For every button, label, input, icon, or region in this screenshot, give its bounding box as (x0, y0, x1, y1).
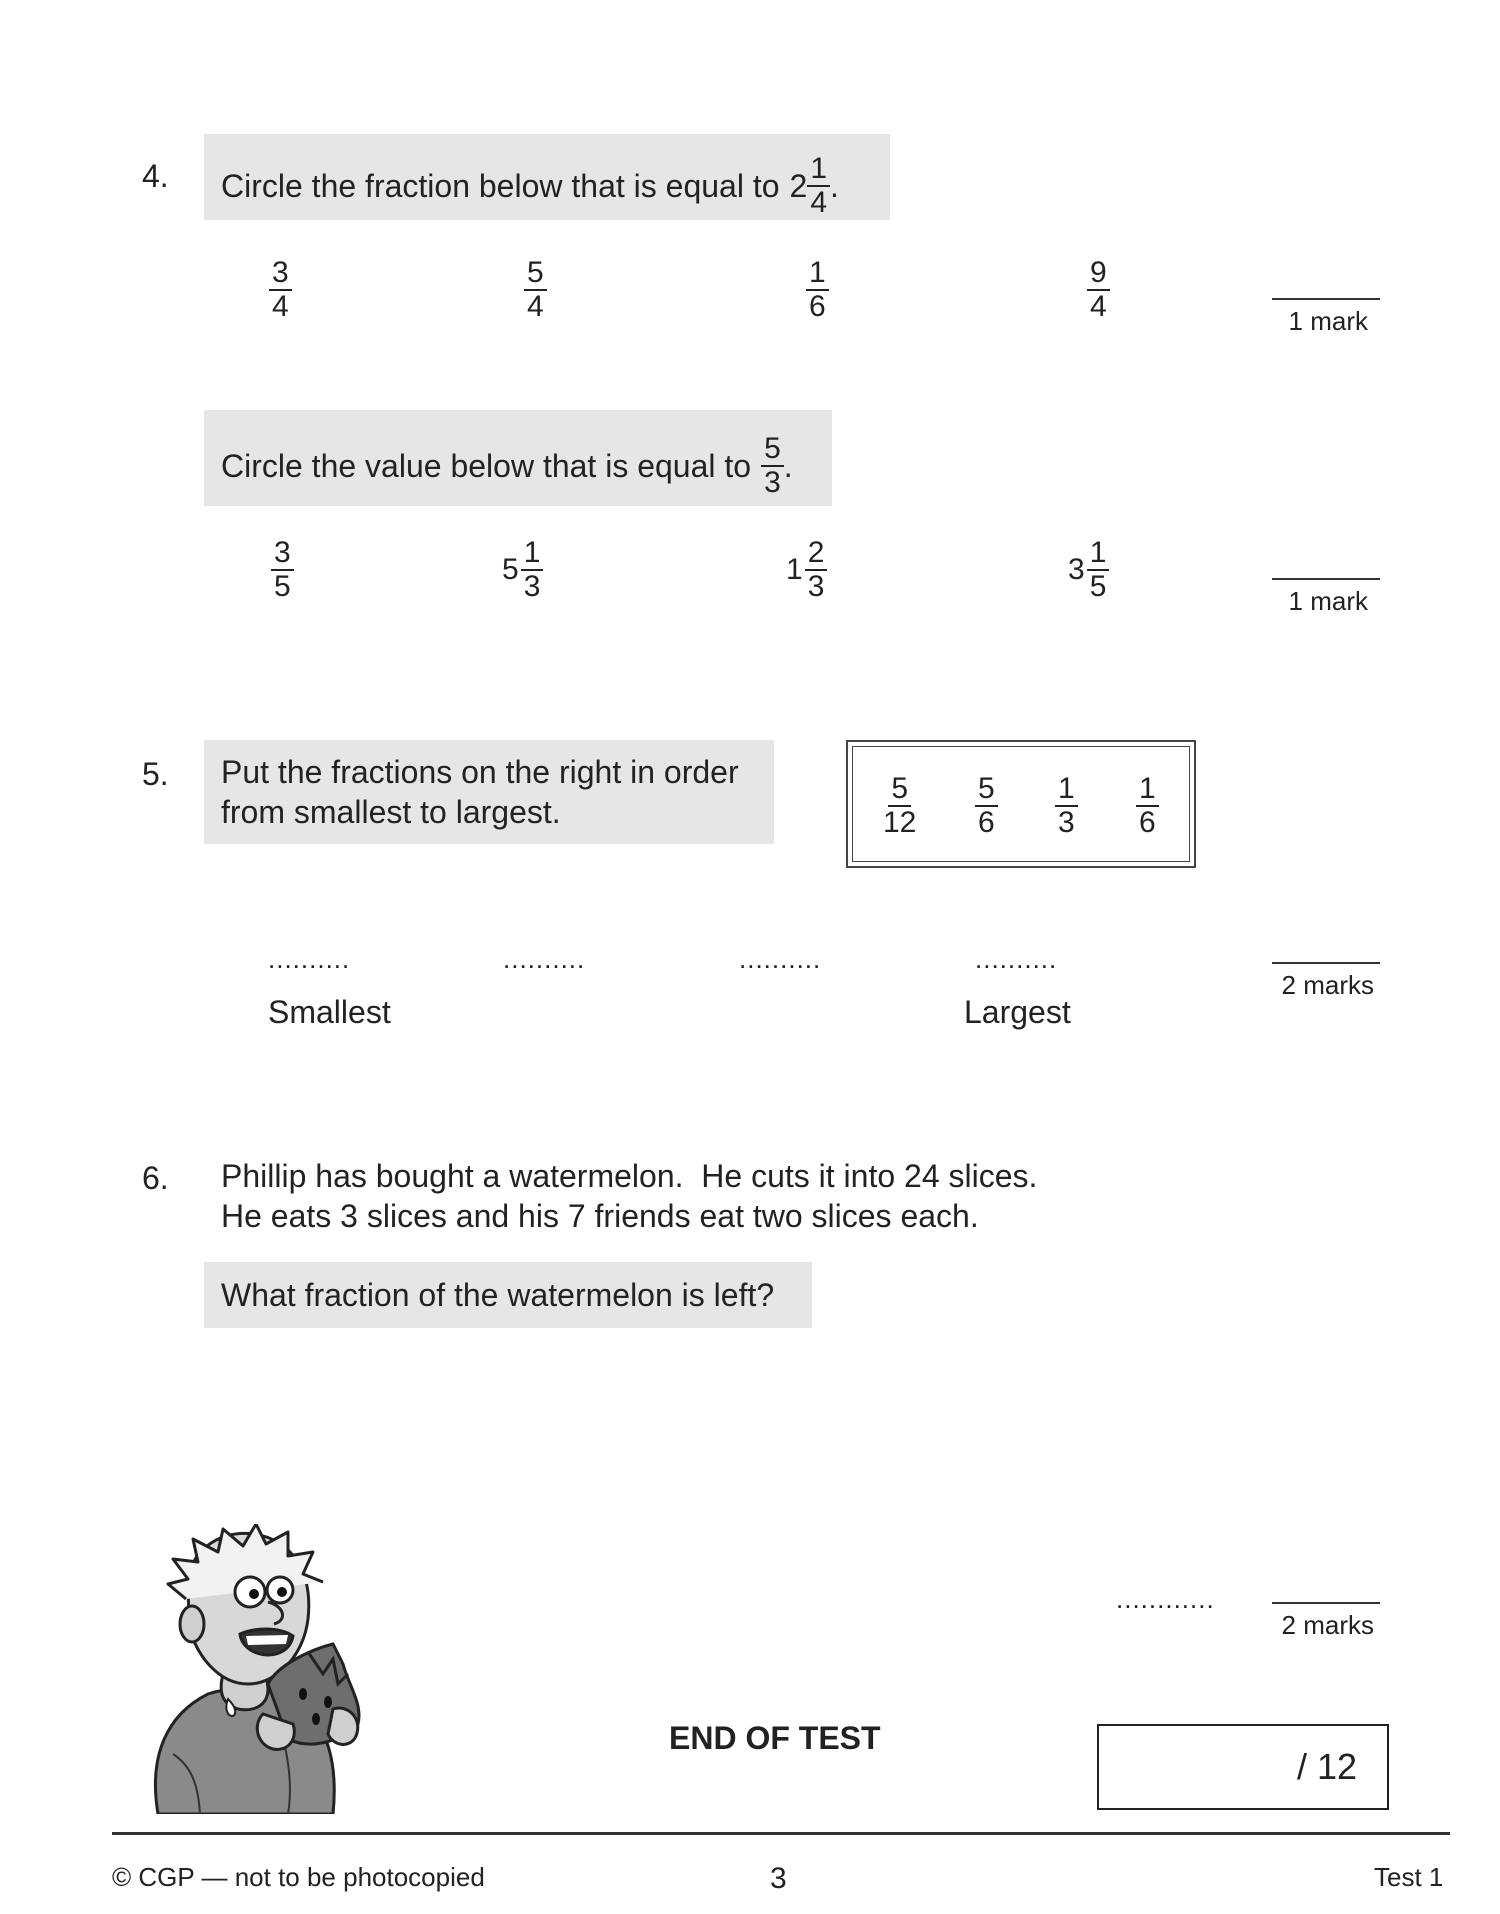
question-4b-prompt-text: Circle the value below that is equal to (221, 448, 752, 484)
fraction-denominator: 6 (978, 806, 995, 839)
question-6-number: 6. (142, 1160, 169, 1196)
question-6-line-1: Phillip has bought a watermelon. He cuts it into 24 slices. (221, 1158, 1038, 1194)
question-5-fraction-2 (975, 774, 998, 838)
question-4b-prompt (221, 434, 793, 498)
end-of-test-title: END OF TEST (669, 1720, 881, 1756)
question-4a-target-fraction (807, 154, 830, 218)
footer-rule (112, 1832, 1450, 1835)
question-4b-option-1[interactable] (269, 538, 294, 602)
question-5-label-smallest: Smallest (268, 994, 391, 1030)
fraction-numerator: 1 (1136, 774, 1159, 807)
question-5-answer-blank-3[interactable]: .......... (739, 944, 822, 974)
question-4b-target-fraction (761, 434, 784, 498)
question-6-line-2: He eats 3 slices and his 7 friends eat two slices each. (221, 1198, 979, 1234)
question-4a-mark-line (1272, 298, 1380, 300)
question-6-mark-line (1272, 1602, 1380, 1604)
question-4a-marks: 1 mark (1288, 306, 1368, 336)
question-6-marks: 2 marks (1281, 1610, 1374, 1640)
fraction-numerator: 5 (975, 774, 998, 807)
question-5-prompt-line-2: from smallest to largest. (221, 794, 561, 830)
question-4b-option-4[interactable] (1068, 538, 1109, 602)
fraction-denominator: 4 (810, 186, 827, 219)
question-4-number: 4. (142, 158, 169, 194)
question-4a-option-3[interactable] (806, 258, 829, 322)
fraction-numerator: 1 (806, 258, 829, 291)
footer-page-number: 3 (770, 1862, 787, 1895)
question-4a-suffix: . (830, 168, 839, 204)
question-6-text (221, 1156, 1037, 1236)
question-4b-option-2[interactable] (502, 538, 543, 602)
question-5-marks: 2 marks (1281, 970, 1374, 1000)
question-6-prompt: What fraction of the watermelon is left? (221, 1277, 775, 1313)
question-4a-option-2[interactable] (524, 258, 547, 322)
fraction-denominator: 3 (523, 570, 541, 603)
total-score-box[interactable] (1097, 1724, 1389, 1810)
fraction-numerator: 5 (524, 258, 547, 291)
question-5-answer-blank-1[interactable]: .......... (268, 944, 351, 974)
question-5-answer-blank-2[interactable]: .......... (503, 944, 586, 974)
mixed-whole: 5 (502, 553, 519, 586)
fraction-numerator: 1 (1055, 774, 1078, 807)
question-5-mark-line (1272, 962, 1380, 964)
footer-test-label: Test 1 (1374, 1862, 1444, 1892)
fraction-denominator: 6 (1139, 806, 1156, 839)
question-5-fraction-1 (880, 774, 919, 838)
fraction-denominator: 5 (274, 570, 291, 603)
question-5-label-largest: Largest (964, 994, 1071, 1030)
fraction-numerator: 1 (521, 538, 544, 571)
fraction-numerator: 5 (888, 774, 911, 807)
total-score-text: / 12 (1296, 1746, 1357, 1787)
fraction-numerator: 5 (761, 434, 784, 467)
fraction-denominator: 12 (883, 806, 917, 839)
question-5-fraction-3 (1055, 774, 1078, 838)
footer-copyright: © CGP — not to be photocopied (112, 1862, 485, 1892)
fraction-denominator: 3 (807, 570, 825, 603)
fraction-denominator: 3 (764, 466, 781, 499)
fraction-numerator: 3 (269, 258, 292, 291)
mixed-whole: 1 (786, 553, 803, 586)
question-5-prompt (221, 752, 739, 832)
question-4b-marks: 1 mark (1288, 586, 1368, 616)
fraction-denominator: 4 (527, 290, 544, 323)
fraction-numerator: 3 (271, 538, 294, 571)
question-5-prompt-line-1: Put the fractions on the right in order (221, 754, 739, 790)
question-4a-option-1[interactable] (269, 258, 292, 322)
fraction-numerator: 9 (1087, 258, 1110, 291)
cartoon-man-watermelon-illustration (128, 1524, 448, 1814)
question-5-fraction-4 (1136, 774, 1159, 838)
fraction-denominator: 6 (809, 290, 826, 323)
fraction-denominator: 4 (272, 290, 289, 323)
fraction-numerator: 1 (1087, 538, 1110, 571)
fraction-denominator: 3 (1058, 806, 1075, 839)
question-5-answer-blank-4[interactable]: .......... (975, 944, 1058, 974)
question-5-number: 5. (142, 756, 169, 792)
question-4a-option-4[interactable] (1087, 258, 1110, 322)
fraction-numerator: 2 (805, 538, 828, 571)
question-4a-prompt (221, 154, 839, 218)
question-4b-suffix: . (783, 448, 793, 484)
question-4b-option-3[interactable] (786, 538, 827, 602)
question-4b-mark-line (1272, 578, 1380, 580)
question-6-answer-blank[interactable]: ............ (1116, 1584, 1215, 1614)
fraction-denominator: 5 (1089, 570, 1107, 603)
mixed-whole: 3 (1068, 553, 1085, 586)
fraction-denominator: 4 (1090, 290, 1107, 323)
question-4a-target-whole: 2 (789, 168, 808, 204)
fraction-numerator: 1 (807, 154, 830, 187)
question-4a-prompt-text: Circle the fraction below that is equal to (221, 168, 780, 204)
